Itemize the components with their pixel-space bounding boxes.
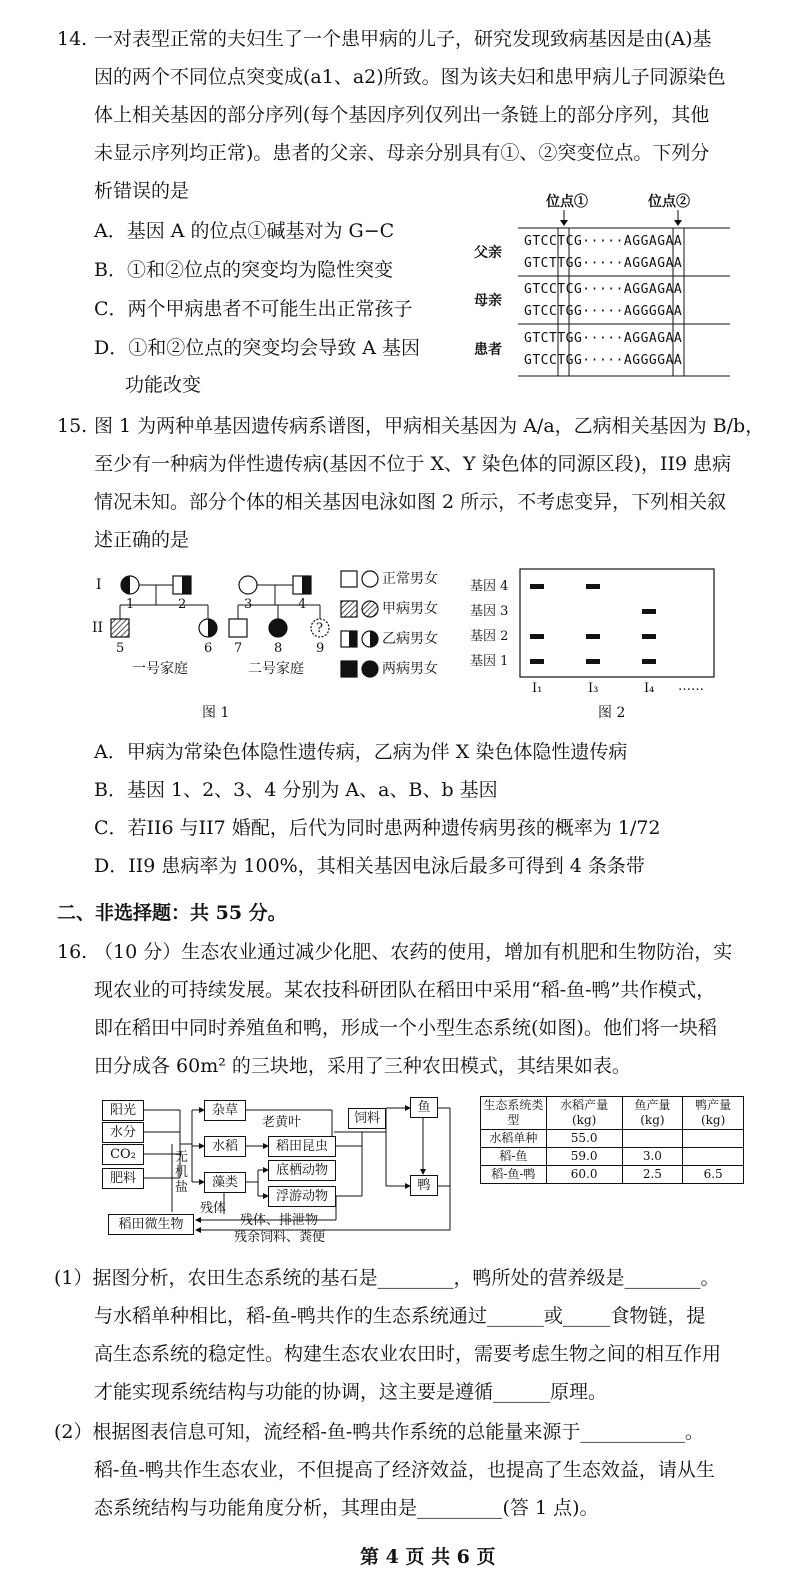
q16-line-2: 现农业的可持续发展。某农技科研团队在稻田中采用“稻-鱼-鸭”共作模式， [94,979,716,1001]
q15-line-3: 情况未知。部分个体的相关基因电泳如图 2 所示，不考虑变异，下列相关叙 [94,491,727,513]
consumer-benthos: 底栖动物 [268,1160,336,1181]
table-cell [683,1130,744,1148]
mother-label: 母亲 [474,293,502,309]
q15-option-b: B．基因 1、2、3、4 分别为 A、a、B、b 基因 [94,779,498,801]
q16-sub2-line-3: 态系统结构与功能角度分析，其理由是_________(答 1 点)。 [94,1497,599,1519]
patient-label: 患者 [474,342,502,358]
q14-option-d: D．①和②位点的突变均会导致 A 基因 [94,337,421,359]
q15-option-c: C．若II6 与II7 婚配，后代为同时患两种遗传病男孩的概率为 1/72 [94,817,661,839]
table-cell: 59.0 [546,1148,622,1166]
mother-seq-1: GTCCTCG·····AGGAGAA [524,282,683,297]
patient-seq-2: GTCCTGG·····AGGGGAA [524,353,683,368]
q15-line-1: 图 1 为两种单基因遗传病系谱图，甲病相关基因为 A/a，乙病相关基因为 B/b， [94,415,765,437]
gel-figure [468,565,718,725]
legend-yi: 乙病男女 [382,631,438,647]
page-footer: 第 4 页 共 6 页 [360,1546,496,1568]
table-cell [683,1148,744,1166]
label-inorganic-salt: 无机盐 [175,1150,189,1195]
ind-6: 6 [204,641,213,656]
lane-more: …… [678,679,704,694]
label-old-leaves: 老黄叶 [262,1115,302,1130]
q16-sub2-line-2: 稻-鱼-鸭共作生态农业，不但提高了经济效益，也提高了生态效益，请从生 [94,1459,715,1481]
legend-jia: 甲病男女 [382,601,438,617]
gel-gene1: 基因 1 [470,654,509,669]
q15-line-4: 述正确的是 [94,529,190,551]
table-cell: 稻-鱼-鸭 [481,1166,547,1184]
section-2-heading: 二、非选择题：共 55 分。 [57,902,287,924]
gel-gene2: 基因 2 [470,629,509,644]
table-header: 水稻产量(kg) [546,1097,622,1130]
q14-number: 14. [57,28,88,50]
q16-line-4: 田分成各 60m² 的三块地，采用了三种农田模式，其结果如表。 [94,1055,631,1077]
table-cell [622,1130,683,1148]
father-seq-1: GTCCTCG·····AGGAGAA [524,234,683,249]
q15-option-a: A．甲病为常染色体隐性遗传病，乙病为伴 X 染色体隐性遗传病 [94,741,628,763]
ind-8: 8 [274,641,283,656]
ind-9: 9 [316,641,325,656]
q14-option-d-cont: 功能改变 [125,374,202,396]
consumer-plankton: 浮游动物 [268,1186,336,1207]
table-header: 鸭产量(kg) [683,1097,744,1130]
producer-rice: 水稻 [204,1136,246,1157]
ind-5: 5 [116,641,125,656]
gel-gene3: 基因 3 [470,604,509,619]
q15-number: 15. [57,415,88,437]
site1-label: 位点① [546,194,588,210]
father-label: 父亲 [474,245,502,261]
yield-table [480,1096,744,1184]
q14-option-a: A．基因 A 的位点①碱基对为 G−C [94,220,395,242]
q16-sub1-line-4: 才能实现系统结构与功能的协调，这主要是遵循______原理。 [94,1381,608,1403]
fig1-label: 图 1 [202,705,230,721]
ind-3: 3 [244,597,253,612]
gen-I-label: I [96,577,102,593]
father-seq-2: GTCTTGG·····AGGAGAA [524,256,683,271]
legend-both: 两病男女 [382,661,438,677]
consumer-insects: 稻田昆虫 [268,1136,336,1157]
ind-7: 7 [234,641,243,656]
feed-box: 饲料 [348,1108,386,1129]
q15-line-2: 至少有一种病为伴性遗传病(基因不位于 X、Y 染色体的同源区段)，II9 患病 [94,453,732,475]
eco-diagram [100,1092,470,1250]
table-cell: 55.0 [546,1130,622,1148]
label-residue-excreta: 残体、排泄物 [240,1213,319,1228]
label-residue: 残体 [200,1201,227,1216]
legend-normal: 正常男女 [382,571,438,587]
input-fertilizer: 肥料 [102,1168,144,1189]
q14-sequence-figure [468,190,738,380]
fish-box: 鱼 [410,1097,438,1118]
table-cell: 3.0 [622,1148,683,1166]
microbe-box: 稻田微生物 [108,1214,194,1235]
gel-gene4: 基因 4 [470,579,509,594]
table-header-row [481,1097,744,1130]
q14-option-c: C．两个甲病患者不可能生出正常孩子 [94,298,413,320]
lane-I4: I₄ [644,681,655,696]
q15-option-d: D．II9 患病率为 100%，其相关基因电泳后最多可得到 4 条条带 [94,855,645,877]
q16-line-1: （10 分）生态农业通过减少化肥、农药的使用，增加有机肥和生物防治，实 [94,941,733,963]
fig2-label: 图 2 [598,705,626,721]
table-header: 生态系统类型 [481,1097,547,1130]
table-cell: 6.5 [683,1166,744,1184]
q16-sub1-line-2: 与水稻单种相比，稻-鱼-鸭共作的生态系统通过______或_____食物链，提 [94,1305,706,1327]
ind-2: 2 [178,597,187,612]
table-cell: 2.5 [622,1166,683,1184]
input-water: 水分 [102,1122,144,1143]
site2-label: 位点② [648,194,690,210]
table-cell: 水稻单种 [481,1130,547,1148]
table-cell: 稻-鱼 [481,1148,547,1166]
table-row [481,1166,744,1184]
gen-II-label: II [92,620,104,636]
q14-line-4: 未显示序列均正常)。患者的父亲、母亲分别具有①、②突变位点。下列分 [94,142,710,164]
mother-seq-2: GTCCTGG·····AGGGGAA [524,304,683,319]
q16-sub1-line-3: 高生态系统的稳定性。构建生态农业农田时，需要考虑生物之间的相互作用 [94,1343,722,1365]
input-co2: CO₂ [102,1144,144,1165]
q14-line-1: 一对表型正常的夫妇生了一个患甲病的儿子，研究发现致病基因是由(A)基 [94,28,712,50]
ind-9-unknown: ? [316,621,323,636]
producer-algae: 藻类 [204,1172,246,1193]
lane-I1: I₁ [532,681,543,696]
lane-I3: I₃ [588,681,599,696]
family2-label: 二号家庭 [248,661,304,677]
duck-box: 鸭 [410,1175,438,1196]
q14-line-5: 析错误的是 [94,180,190,202]
q16-number: 16. [57,941,88,963]
q14-option-b: B．①和②位点的突变均为隐性突变 [94,259,393,281]
pedigree-figure [90,565,470,725]
table-row [481,1148,744,1166]
family1-label: 一号家庭 [132,661,188,677]
q16-sub2-line-1: (2）根据图表信息可知，流经稻-鱼-鸭共作系统的总能量来源于___________。 [54,1421,704,1443]
input-sunlight: 阳光 [102,1100,144,1121]
q16-sub1-line-1: (1）据图分析，农田生态系统的基石是________，鸭所处的营养级是________。 [54,1267,720,1289]
patient-seq-1: GTCTTGG·····AGGAGAA [524,331,683,346]
q14-line-3: 体上相关基因的部分序列(每个基因序列仅列出一条链上的部分序列，其他 [94,104,710,126]
table-header: 鱼产量(kg) [622,1097,683,1130]
ind-1: 1 [126,597,135,612]
producer-weeds: 杂草 [204,1100,246,1121]
label-leftover-feed: 残余饲料、粪便 [234,1230,326,1245]
table-cell: 60.0 [546,1166,622,1184]
q16-line-3: 即在稻田中同时养殖鱼和鸭，形成一个小型生态系统(如图)。他们将一块稻 [94,1017,717,1039]
ind-4: 4 [298,597,307,612]
table-row [481,1130,744,1148]
q14-line-2: 因的两个不同位点突变成(a1、a2)所致。图为该夫妇和患甲病儿子同源染色 [94,66,726,88]
